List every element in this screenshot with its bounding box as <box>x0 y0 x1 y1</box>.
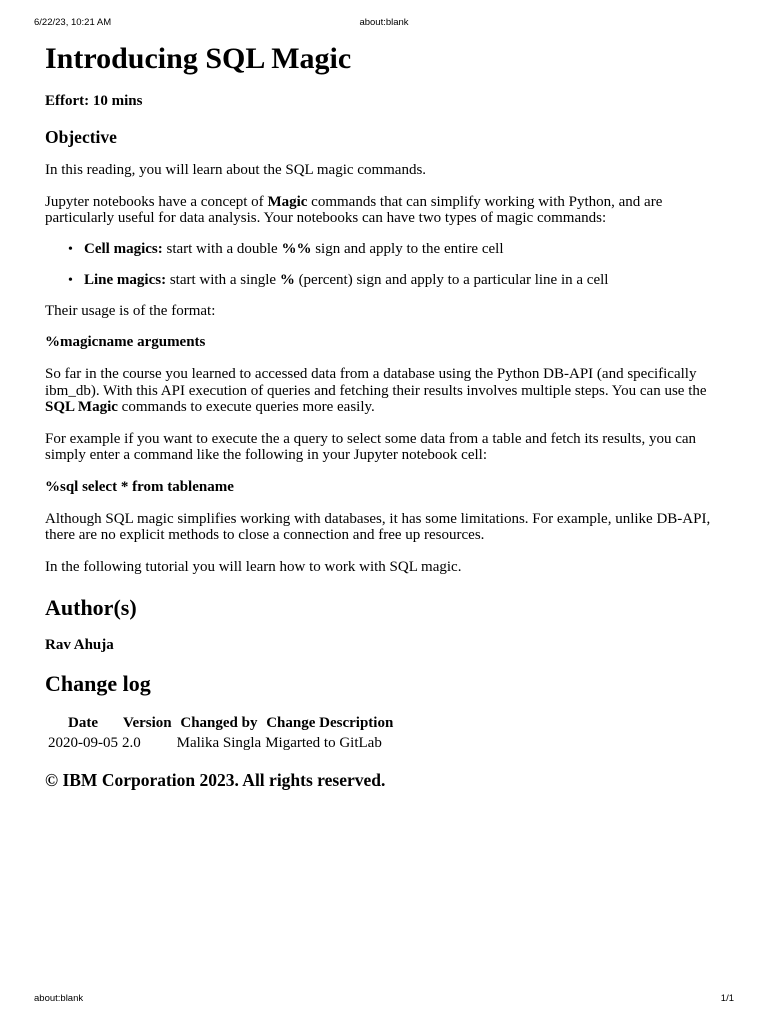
tutorial-paragraph: In the following tutorial you will learn how to work with SQL magic. <box>45 558 462 575</box>
bullet-text: start with a single <box>166 271 280 288</box>
sofar-paragraph <box>45 366 725 416</box>
objective-heading: Objective <box>45 127 117 147</box>
cell-date: 2020-09-05 <box>48 735 118 751</box>
bullet-text: sign and apply to the entire cell <box>311 240 504 257</box>
author-heading: Author(s) <box>45 595 137 620</box>
magic-paragraph-text-2: commands that can simplify working with Python, and are particularly useful for data analysis. Your notebooks can have two types of magic commands: <box>45 193 663 226</box>
author-name: Rav Ahuja <box>45 637 114 653</box>
example-command: %sql select * from tablename <box>45 478 234 495</box>
bullet-term: Cell magics: <box>84 240 163 257</box>
print-datetime: 6/22/23, 10:21 AM <box>34 17 112 28</box>
effort-label: Effort: 10 mins <box>45 93 143 109</box>
magic-bold-term: Magic <box>267 193 308 210</box>
intro-paragraph: In this reading, you will learn about the SQL magic commands. <box>45 162 427 178</box>
print-footer-url: about:blank <box>34 993 84 1004</box>
bullet-text: (percent) sign and apply to a particular line in a cell <box>294 271 609 288</box>
cell-version: 2.0 <box>122 735 141 751</box>
document-body <box>45 38 725 792</box>
sofar-text-1: So far in the course you learned to accessed data from a database using the Python DB-API (and specifically ibm_db). With this API execution of queries and fetching their results involves multiple steps. You can use the <box>45 366 707 399</box>
column-header-date: Date <box>68 715 98 731</box>
changelog-heading: Change log <box>45 671 151 696</box>
magic-types-list <box>45 241 725 289</box>
bullet-symbol: %% <box>281 240 312 257</box>
limitations-paragraph: Although SQL magic simplifies working with databases, it has some limitations. For example, unlike DB-API, there are no explicit methods to close a connection and free up resources. <box>45 510 711 543</box>
copyright-notice: © IBM Corporation 2023. All rights reserved. <box>45 770 386 790</box>
column-header-changed-by: Changed by <box>180 715 258 731</box>
print-footer <box>0 993 768 1007</box>
table-header-row <box>46 713 396 733</box>
sofar-text-2: commands to execute queries more easily. <box>117 399 375 415</box>
bullet-symbol: % <box>279 271 295 288</box>
page-title: Introducing SQL Magic <box>45 42 352 75</box>
cell-changed-by: Malika Singla <box>176 735 262 751</box>
sql-magic-bold-term: SQL Magic <box>45 399 118 415</box>
example-paragraph: For example if you want to execute the a query to select some data from a table and fetch its results, you can simply enter a command like the following in your Jupyter notebook cell: <box>45 430 697 463</box>
cell-description: Migarted to GitLab <box>265 735 382 751</box>
usage-format: %magicname arguments <box>45 334 206 350</box>
usage-paragraph: Their usage is of the format: <box>45 302 216 319</box>
bullet-text: start with a double <box>162 240 282 257</box>
print-header <box>0 17 768 31</box>
magic-paragraph-text-1: Jupyter notebooks have a concept of <box>45 193 268 210</box>
bullet-term: Line magics: <box>84 271 167 288</box>
table-row <box>46 733 396 753</box>
magic-paragraph <box>45 194 725 227</box>
list-item-cell-magics <box>84 241 725 258</box>
column-header-description: Change Description <box>266 715 394 731</box>
column-header-version: Version <box>123 715 172 731</box>
page-number: 1/1 <box>720 993 734 1004</box>
list-item-line-magics <box>84 272 725 289</box>
print-page-title: about:blank <box>359 17 409 28</box>
changelog-table <box>46 713 396 753</box>
